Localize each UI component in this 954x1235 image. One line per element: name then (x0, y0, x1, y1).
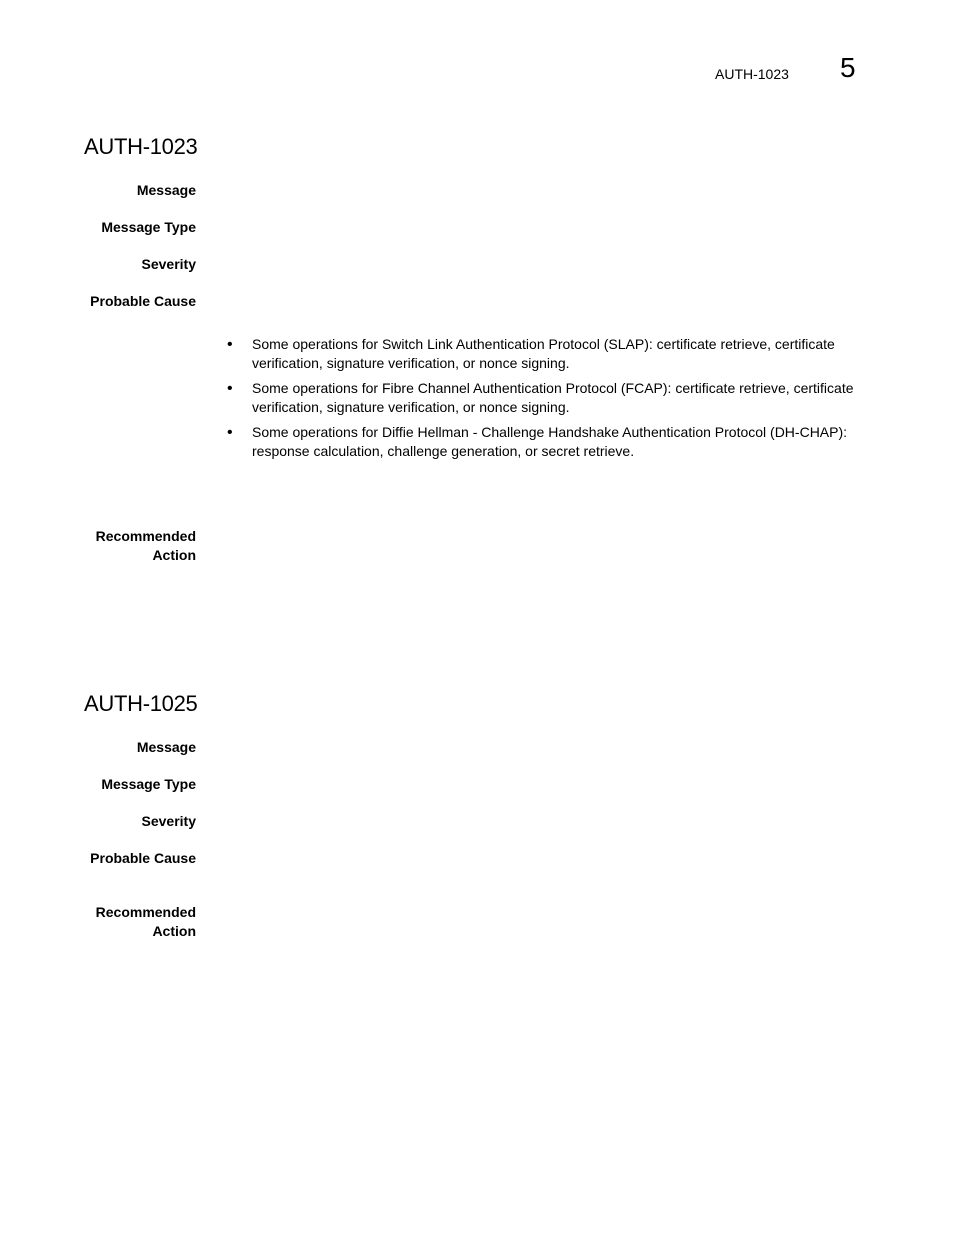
probable-cause-list (227, 335, 877, 467)
bullet-icon: • (227, 336, 233, 353)
chapter-number: 5 (840, 52, 856, 83)
label-recommended-line2: Action (152, 547, 196, 563)
entry-title: AUTH-1025 (84, 691, 198, 716)
label-message: Message (136, 739, 196, 755)
entry-title: AUTH-1023 (84, 134, 198, 159)
entry-auth-1025 (84, 691, 884, 951)
list-item (227, 335, 877, 373)
list-item-text: Some operations for Fibre Channel Authentication Protocol (FCAP): certificate retrieve, certificate verification, signature verification, or nonce signing. (252, 380, 854, 415)
label-severity: Severity (141, 813, 196, 829)
label-message-type: Message Type (101, 776, 196, 792)
label-message: Message (136, 182, 196, 198)
label-recommended-action (56, 903, 196, 941)
label-recommended-line2: Action (152, 923, 196, 939)
entry-auth-1023 (84, 134, 884, 574)
list-item (227, 379, 877, 417)
bullet-icon: • (227, 380, 233, 397)
bullet-icon: • (227, 424, 233, 441)
list-item-text: Some operations for Diffie Hellman - Challenge Handshake Authentication Protocol (DH-CHAP): response calculation, challenge generation, or secret retrieve. (252, 424, 848, 459)
label-probable-cause: Probable Cause (90, 293, 196, 309)
header-section-title: AUTH-1023 (715, 66, 789, 82)
label-recommended-action (56, 527, 196, 565)
label-recommended-line1: Recommended (95, 904, 196, 920)
label-recommended-line1: Recommended (95, 528, 196, 544)
label-severity: Severity (141, 256, 196, 272)
label-probable-cause: Probable Cause (90, 850, 196, 866)
running-header (600, 52, 860, 88)
label-message-type: Message Type (101, 219, 196, 235)
list-item (227, 423, 877, 461)
list-item-text: Some operations for Switch Link Authentication Protocol (SLAP): certificate retrieve, certificate verification, signature verification, or nonce signing. (252, 336, 835, 371)
